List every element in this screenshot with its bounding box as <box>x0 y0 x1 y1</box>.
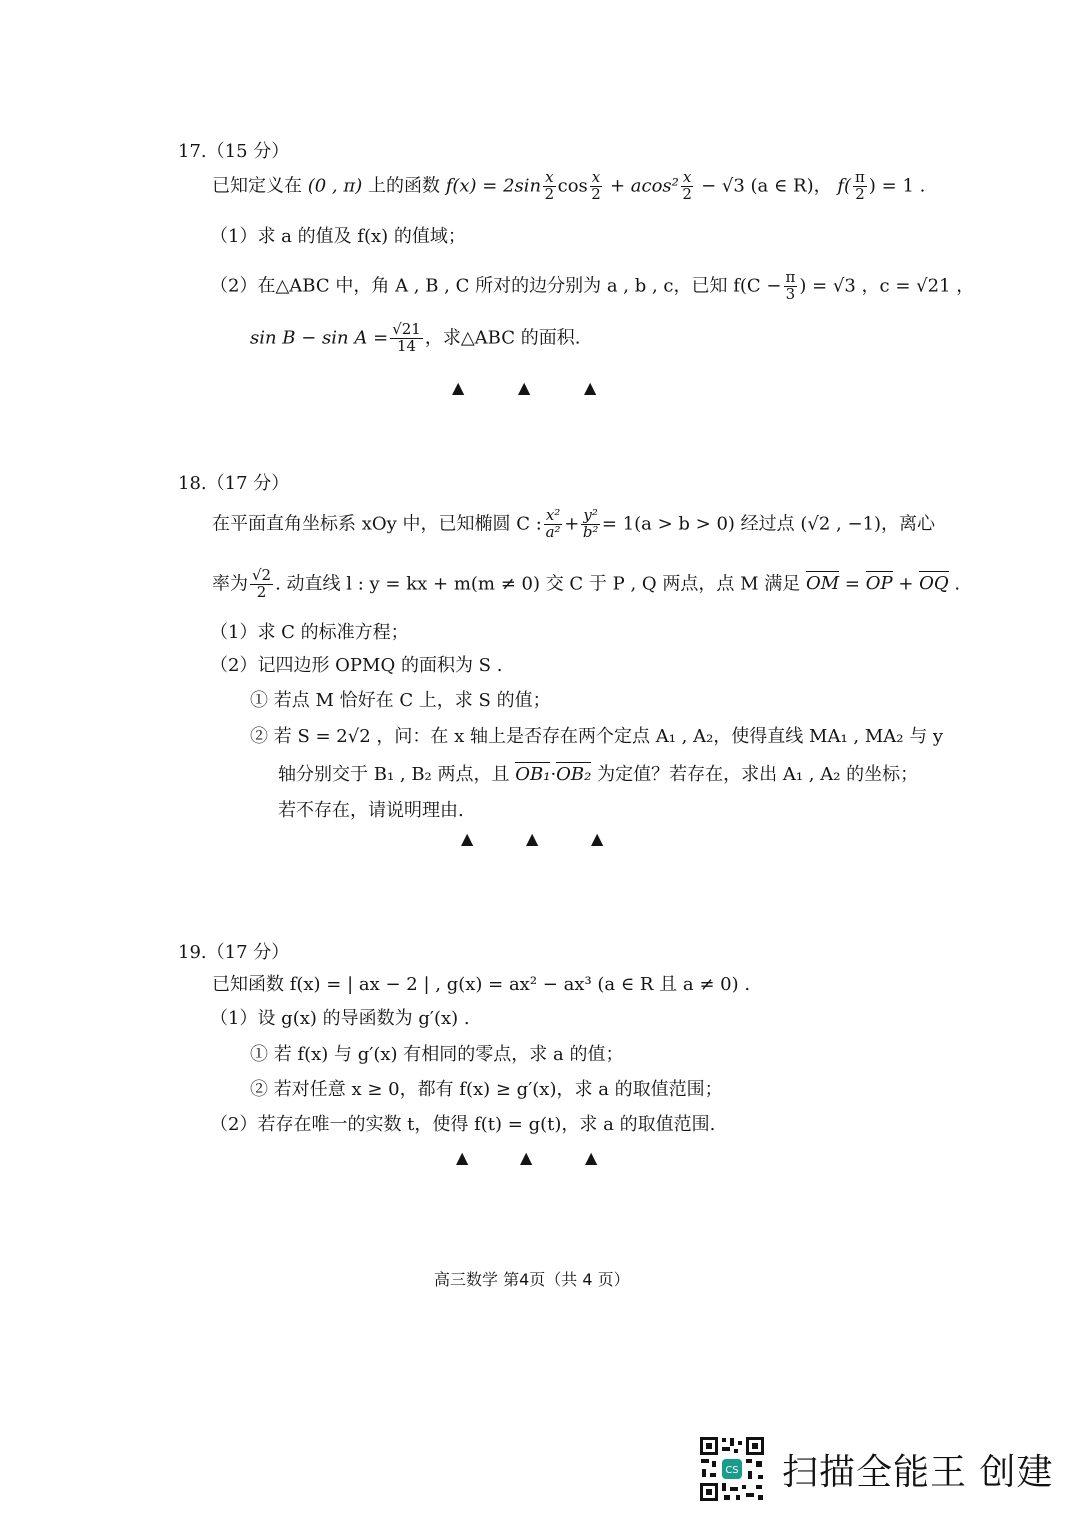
q18-number: 18. <box>178 473 207 494</box>
q18-frac-sqrt2-2 <box>250 568 273 601</box>
frac-den: a² <box>545 522 561 541</box>
frac-num: √2 <box>252 566 272 584</box>
qr-badge-text: CS <box>725 1465 739 1476</box>
q17-f-pi-b: ) = 1 . <box>868 175 926 197</box>
frac-den: 14 <box>396 336 417 355</box>
frac-num: x <box>591 168 601 186</box>
frac-num: x² <box>545 506 561 524</box>
q18-score: （17 分） <box>206 473 290 494</box>
triangle-marker: ▲ <box>520 1148 533 1167</box>
q17-f-pi-a: f( <box>837 175 852 197</box>
vector-oq: OQ <box>919 573 949 595</box>
q17-stem-a: 已知定义在 <box>212 175 302 197</box>
scanner-brand-text: 扫描全能王 创建 <box>782 1452 1054 1493</box>
q18-frac-y2-b2 <box>581 508 600 541</box>
frac-den: 2 <box>256 582 267 601</box>
triangle-marker: ▲ <box>591 829 604 848</box>
triangle-marker: ▲ <box>452 378 465 397</box>
q17-cos: cos <box>557 175 588 197</box>
q18-sub2-line1: ② 若 S = 2√2 ，问：在 x 轴上是否存在两个定点 A₁ , A₂，使得直线 MA₁ , MA₂ 与 y <box>250 726 944 747</box>
q18-line1-a: 在平面直角坐标系 xOy 中，已知椭圆 C : <box>212 513 542 535</box>
frac-den: 2 <box>682 184 692 203</box>
triangle-marker: ▲ <box>584 378 597 397</box>
dot-product: · <box>550 764 557 785</box>
triangle-marker: ▲ <box>526 829 539 848</box>
vector-ob1: OB₁ <box>515 764 551 785</box>
q18-line2-a: 率为 <box>212 573 248 595</box>
q17-minus-sqrt3: − √3 (a ∈ R) <box>701 175 814 197</box>
q18-line1-b: = 1(a > b > 0) 经过点 (√2 , −1)，离心 <box>601 513 936 535</box>
q17-score: （15 分） <box>206 141 290 162</box>
frac-num: y² <box>583 506 598 524</box>
q19-score: （17 分） <box>206 942 290 963</box>
frac-num: π <box>785 268 796 286</box>
q19-header <box>178 938 289 964</box>
q18-part2: （2）记四边形 OPMQ 的面积为 S . <box>210 655 503 676</box>
q17-frac-x-2a <box>543 170 555 203</box>
q17-frac-sqrt21-14 <box>390 322 423 355</box>
q17-comma: ， <box>813 175 832 197</box>
q18-sub2-b-b: 为定值？若存在，求出 A₁ , A₂ 的坐标； <box>597 764 919 785</box>
q18-header <box>178 469 289 495</box>
q18-plus: + <box>564 513 580 535</box>
frac-num: π <box>855 168 865 186</box>
q17-frac-x-2b <box>590 170 602 203</box>
vector-op: OP <box>865 573 893 595</box>
q17-stem-b: (0 , π) <box>307 175 363 197</box>
q17-part2-b: ) = √3 ，c = √21 ， <box>799 275 975 297</box>
page-footer: 高三数学 第4页（共 4 页） <box>434 1270 630 1289</box>
frac-den: 2 <box>855 184 865 203</box>
q17-part1: （1）求 a 的值及 f(x) 的值域； <box>210 226 466 247</box>
q18-sub1: ① 若点 M 恰好在 C 上，求 S 的值； <box>250 690 551 711</box>
frac-den: 3 <box>785 284 796 303</box>
frac-num: √21 <box>392 320 421 338</box>
frac-den: 2 <box>591 184 601 203</box>
q18-frac-x2-a2 <box>544 508 562 541</box>
q18-part1: （1）求 C 的标准方程； <box>210 622 409 643</box>
q17-part2 <box>210 270 974 303</box>
frac-num: x <box>545 168 554 186</box>
triangle-marker: ▲ <box>585 1148 598 1167</box>
q19-part2: （2）若存在唯一的实数 t，使得 f(t) = g(t)，求 a 的取值范围. <box>210 1114 716 1135</box>
q18-sub2-line3: 若不存在，请说明理由. <box>278 800 464 821</box>
q18-sub2-line2 <box>278 762 918 788</box>
triangle-marker: ▲ <box>518 378 531 397</box>
q18-line2 <box>212 568 960 601</box>
q19-stem: 已知函数 f(x) = | ax − 2 | , g(x) = ax² − ax³ (a ∈ R 且 a ≠ 0) . <box>212 974 751 995</box>
frac-den: b² <box>582 522 599 541</box>
q17-part2-cont <box>250 322 580 355</box>
q18-dot: . <box>948 573 961 595</box>
q18-sub2-b-a: 轴分别交于 B₁ , B₂ 两点，且 <box>278 764 510 785</box>
q17-number: 17. <box>178 141 207 162</box>
q17-frac-x-2c <box>681 170 693 203</box>
q19-sub2: ② 若对任意 x ≥ 0，都有 f(x) ≥ g′(x)，求 a 的取值范围； <box>250 1079 723 1100</box>
q17-stem-d: f(x) = 2sin <box>445 175 542 197</box>
q17-part2-a: （2）在△ABC 中，角 A , B , C 所对的边分别为 a , b , c，已知 f(C − <box>210 275 782 297</box>
q17-stem-c: 上的函数 <box>367 175 440 197</box>
triangle-marker: ▲ <box>461 829 474 848</box>
q17-frac-pi-2 <box>853 170 867 203</box>
vector-om: OM <box>806 573 840 595</box>
qr-code-icon <box>698 1435 766 1503</box>
q17-frac-pi-3 <box>784 270 798 303</box>
q19-number: 19. <box>178 942 207 963</box>
frac-num: x <box>682 168 692 186</box>
frac-den: 2 <box>544 184 555 203</box>
vector-ob2: OB₂ <box>556 764 592 785</box>
q17-header <box>178 137 289 163</box>
triangle-marker: ▲ <box>456 1148 469 1167</box>
q18-line2-b: . 动直线 l : y = kx + m(m ≠ 0) 交 C 于 P , Q 两点，点 M 满足 <box>275 573 801 595</box>
q17-part2-d: ，求△ABC 的面积. <box>424 327 581 349</box>
q18-eq: = <box>839 573 866 595</box>
q18-line1 <box>212 508 935 541</box>
q18-plus2: + <box>892 573 920 595</box>
q17-stem <box>212 170 925 203</box>
q17-acos2: + acos² <box>609 175 679 197</box>
q17-part2-c: sin B − sin A = <box>250 327 389 349</box>
q19-part1: （1）设 g(x) 的导函数为 g′(x) . <box>210 1008 470 1029</box>
q19-sub1: ① 若 f(x) 与 g′(x) 有相同的零点，求 a 的值； <box>250 1044 624 1065</box>
